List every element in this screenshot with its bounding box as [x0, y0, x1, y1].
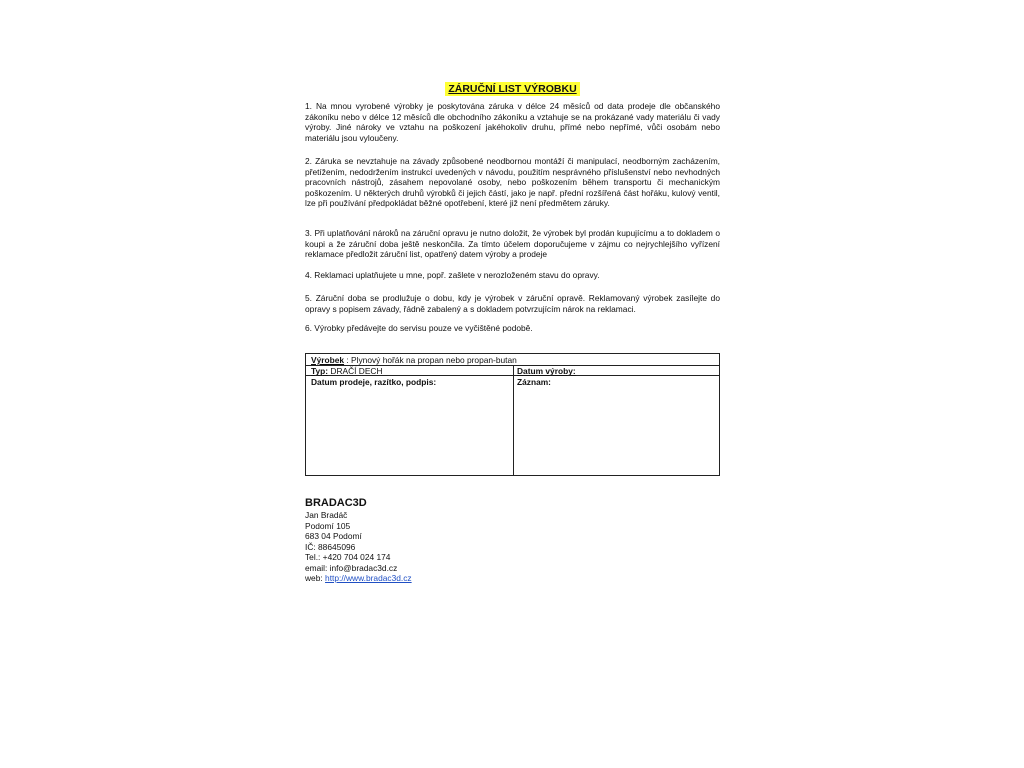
- record-cell: [517, 377, 551, 387]
- form-column-divider: [513, 366, 514, 475]
- type-label: Typ:: [311, 366, 329, 376]
- contact-city: 683 04 Podomí: [305, 531, 362, 541]
- contact-name: Jan Bradáč: [305, 510, 348, 520]
- document-title: ZÁRUČNÍ LIST VÝROBKU: [445, 82, 579, 96]
- paragraph-5: 5. Záruční doba se prodlužuje o dobu, kdy je výrobek v záruční opravě. Reklamovaný výrobek zasílejte do opravy s popisem závady, řádně zabalený a s dokladem potvrzujícím nárok na reklamaci.: [305, 293, 720, 314]
- type-value: DRAČÍ DECH: [328, 366, 383, 376]
- paragraph-6: 6. Výrobky předávejte do servisu pouze ve vyčištěné podobě.: [305, 323, 533, 333]
- web-label: web:: [305, 573, 326, 583]
- product-label: Výrobek: [311, 355, 345, 365]
- paragraph-3: 3. Při uplatňování nároků na záruční opravu je nutno doložit, že výrobek byl prodán kupujícímu a to dokladem o koupi a že záruční doba ještě neskončila. Za tímto účelem doporučujeme v zájmu co nejrychlejšího vyřízení reklamace předložit záruční list, opatřený datem výroby a prodeje: [305, 228, 720, 259]
- contact-ic: IČ: 88645096: [305, 541, 356, 552]
- paragraph-2: 2. Záruka se nevztahuje na závady způsobené neodbornou montáží či manipulací, neodborným zacházením, přetížením, nedodržením instrukcí uvedených v návodu, použitím nesprávného příslušenství nebo nevhodných pracovních nástrojů, zásahem nepovolané osoby, nebo poškozením během transportu či mechanickým poškozením. U některých druhů výrobků či jejich částí, jako je např. přední rozšířená část hořáku, kulový ventil, lze při používání předpokládat běžné opotřebení, které již není předmětem záruky.: [305, 156, 720, 208]
- manufacture-date-cell: [517, 366, 576, 376]
- contact-email: email: info@bradac3d.cz: [305, 562, 398, 573]
- manufacture-date-label: Datum výroby:: [517, 366, 576, 376]
- title-container: [305, 79, 720, 97]
- website-link[interactable]: http://www.bradac3d.cz: [325, 573, 412, 583]
- warranty-form: [305, 353, 720, 476]
- contact-block: [305, 497, 605, 584]
- paragraph-1: 1. Na mnou vyrobené výrobky je poskytována záruka v délce 24 měsíců od data prodeje dle občanského zákoníku nebo v délce 12 měsíců dle obchodního zákoníku a vztahuje se na prokázané vady materiálu či vady výroby. Jiné nároky ve vztahu na poškození jakéhokoliv druhu, přímé nebo nepřímé, vůči osobám nebo materiálu jsou vyloučeny.: [305, 101, 720, 143]
- product-value: : Plynový hořák na propan nebo propan-butan: [344, 355, 517, 365]
- record-label: Záznam:: [517, 377, 551, 387]
- sale-date-cell: [311, 377, 436, 387]
- paragraph-4: 4. Reklamaci uplatňujete u mne, popř. zašlete v nerozloženém stavu do opravy.: [305, 270, 600, 280]
- warranty-document: [305, 0, 720, 768]
- company-name: BRADAC3D: [305, 497, 367, 509]
- product-cell: [311, 355, 517, 365]
- contact-phone: Tel.: +420 704 024 174: [305, 552, 391, 562]
- contact-web: [305, 573, 605, 584]
- contact-street: Podomí 105: [305, 520, 351, 531]
- type-cell: [311, 366, 383, 376]
- sale-date-label: Datum prodeje, razítko, podpis:: [311, 377, 437, 387]
